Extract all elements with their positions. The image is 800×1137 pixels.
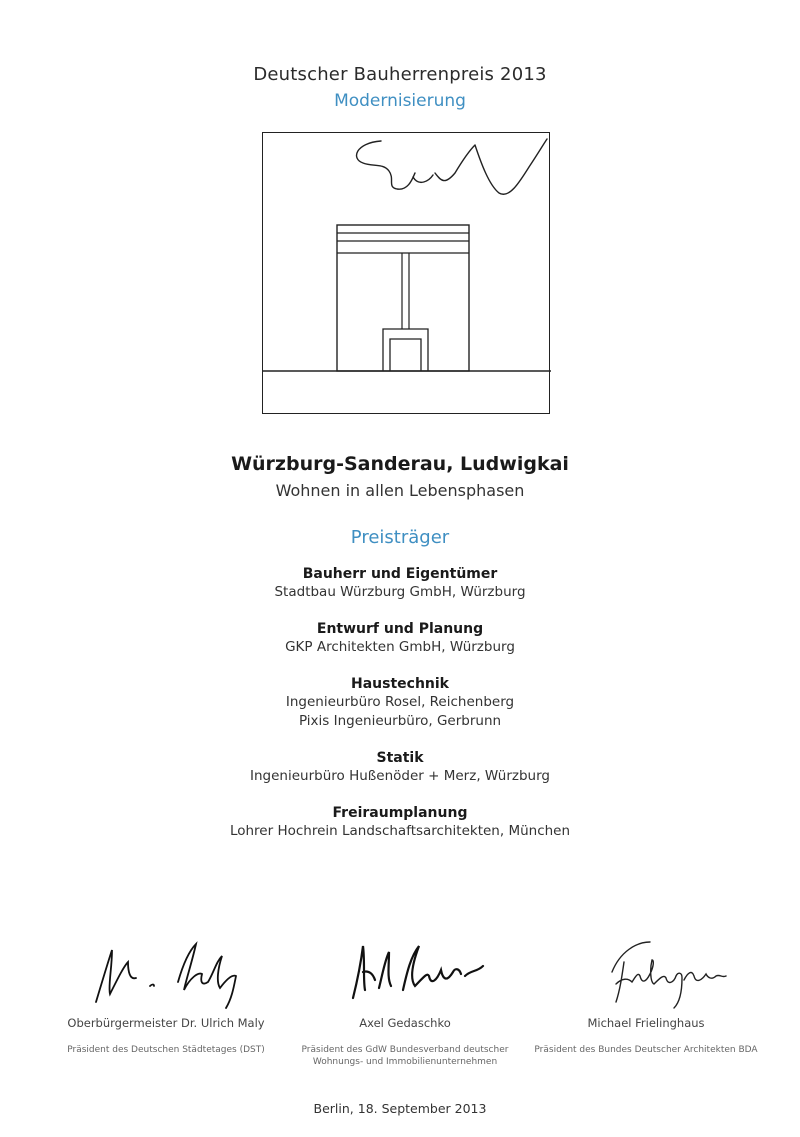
place-date: Berlin, 18. September 2013 — [313, 1101, 487, 1116]
winner-section-structural — [0, 749, 800, 786]
section-line: Ingenieurbüro Hußenöder + Merz, Würzburg — [250, 768, 550, 784]
signatory-frielinghaus — [516, 932, 776, 1056]
award-category: Modernisierung — [334, 91, 466, 111]
signer-role-line: Präsident des Deutschen Städtetages (DST) — [67, 1045, 265, 1055]
signer-name: Oberbürgermeister Dr. Ulrich Maly — [67, 1016, 265, 1030]
signer-role — [36, 1044, 296, 1056]
section-line: GKP Architekten GmbH, Würzburg — [285, 639, 515, 655]
signatory-maly — [36, 932, 296, 1056]
section-line: Stadtbau Würzburg GmbH, Würzburg — [274, 584, 526, 600]
section-line: Pixis Ingenieurbüro, Gerbrunn — [298, 713, 502, 729]
signature-gedaschko — [305, 932, 505, 1012]
winner-section-design — [0, 620, 800, 657]
section-heading: Bauherr und Eigentümer — [302, 566, 498, 582]
signature-frielinghaus — [546, 932, 746, 1012]
section-heading: Entwurf und Planung — [316, 621, 484, 637]
signer-role-line: Wohnungs- und Immobilienunternehmen — [312, 1057, 498, 1067]
section-line: Lohrer Hochrein Landschaftsarchitekten, München — [229, 823, 571, 839]
project-title: Würzburg-Sanderau, Ludwigkai — [231, 453, 569, 475]
signer-role-line: Präsident des GdW Bundesverband deutscher — [301, 1045, 509, 1055]
signer-role — [275, 1044, 535, 1068]
section-heading: Statik — [376, 750, 424, 766]
signer-role — [516, 1044, 776, 1056]
winners-heading: Preisträger — [350, 527, 450, 548]
signature-maly — [66, 932, 266, 1012]
winner-section-client — [0, 565, 800, 602]
section-heading: Freiraumplanung — [332, 805, 468, 821]
award-title: Deutscher Bauherrenpreis 2013 — [253, 64, 547, 85]
signer-role-line: Präsident des Bundes Deutscher Architekten BDA — [534, 1045, 758, 1055]
section-heading: Haustechnik — [351, 676, 449, 692]
signer-name: Axel Gedaschko — [359, 1016, 451, 1030]
winner-section-landscape — [0, 804, 800, 841]
project-subtitle: Wohnen in allen Lebensphasen — [275, 481, 525, 500]
winner-section-building-services — [0, 675, 800, 731]
building-logo-icon — [262, 132, 550, 414]
signatory-gedaschko — [275, 932, 535, 1068]
section-line: Ingenieurbüro Rosel, Reichenberg — [285, 694, 515, 710]
signer-name: Michael Frielinghaus — [587, 1016, 705, 1030]
